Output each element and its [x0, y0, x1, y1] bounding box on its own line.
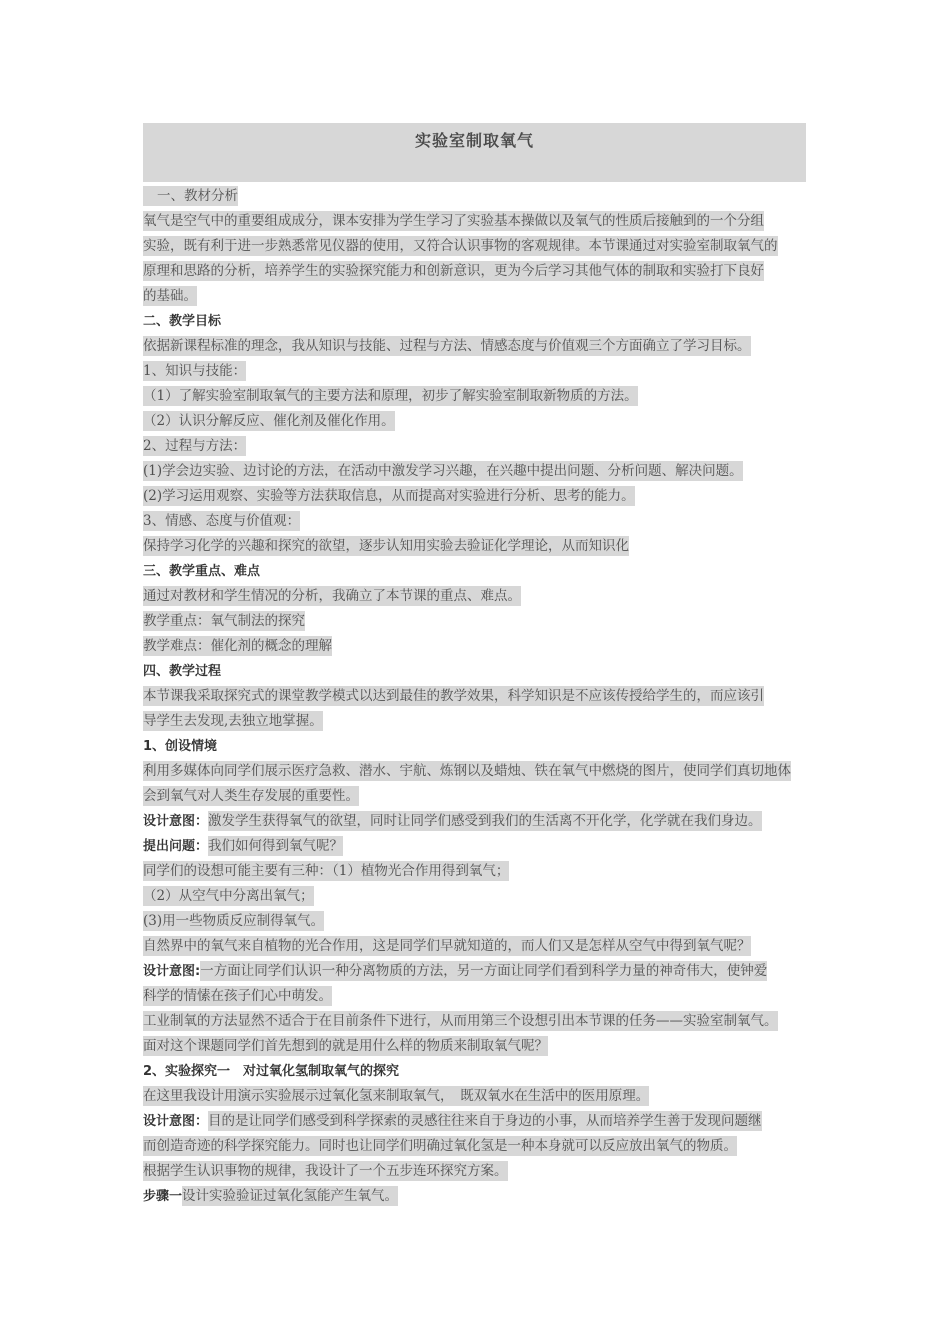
subsection-heading: 2、实验探究一 对过氧化氢制取氧气的探究 — [143, 1064, 400, 1079]
title-banner — [143, 123, 806, 182]
paragraph-line — [143, 1109, 823, 1134]
text-span: 2、过程与方法： — [143, 438, 247, 454]
text-span: 我们如何得到氧气呢？ — [208, 838, 344, 854]
paragraph-line — [143, 984, 823, 1009]
section-heading — [143, 184, 823, 209]
paragraph-line — [143, 859, 823, 884]
paragraph-line — [143, 909, 823, 934]
text-span: 根据学生认识事物的规律，我设计了一个五步连环探究方案。 — [143, 1163, 508, 1179]
text-span: 本节课我采取探究式的课堂教学模式以达到最佳的教学效果，科学知识是不应该传授给学生的，而应该引 — [143, 688, 764, 704]
paragraph-line — [143, 1009, 823, 1034]
paragraph-line — [143, 1184, 823, 1209]
paragraph-line — [143, 784, 823, 809]
paragraph-line — [143, 884, 823, 909]
section-heading: 三、教学重点、难点 — [143, 564, 261, 579]
paragraph-line — [143, 1084, 823, 1109]
paragraph-line — [143, 534, 823, 559]
paragraph-line — [143, 809, 823, 834]
text-span: （2）从空气中分离出氧气； — [143, 888, 314, 904]
paragraph-line — [143, 709, 823, 734]
text-span: 通过对教材和学生情况的分析，我确立了本节课的重点、难点。 — [143, 588, 521, 604]
paragraph-line — [143, 1034, 823, 1059]
paragraph-line — [143, 1134, 823, 1159]
text-span: 原理和思路的分析，培养学生的实验探究能力和创新意识，更为今后学习其他气体的制取和实验打下良好 — [143, 263, 764, 279]
subheading-line — [143, 434, 823, 459]
text-span: 教学难点：催化剂的概念的理解 — [143, 638, 332, 654]
text-span: 设计实验验证过氧化氢能产生氧气。 — [182, 1188, 399, 1204]
subheading-line — [143, 509, 823, 534]
paragraph-line — [143, 684, 823, 709]
page-title: 实验室制取氧气 — [414, 131, 534, 150]
text-span: 1、知识与技能： — [143, 363, 247, 379]
text-span: 依据新课程标准的理念，我从知识与技能、过程与方法、情感态度与价值观三个方面确立了学习目标。 — [143, 338, 751, 354]
paragraph-line — [143, 234, 823, 259]
subsection-heading: 1、创设情境 — [143, 739, 218, 754]
document-body — [143, 184, 823, 1209]
paragraph-line — [143, 484, 823, 509]
text-span: 的基础。 — [143, 288, 197, 304]
text-span: 科学的情愫在孩子们心中萌发。 — [143, 988, 332, 1004]
paragraph-line — [143, 759, 823, 784]
text-span: (3)用一些物质反应制得氧气。 — [143, 913, 325, 929]
paragraph-line — [143, 259, 823, 284]
section-heading: 四、教学过程 — [143, 664, 222, 679]
paragraph-line — [143, 384, 823, 409]
paragraph-line — [143, 284, 823, 309]
text-span: 会到氧气对人类生存发展的重要性。 — [143, 788, 359, 804]
section-heading: 二、教学目标 — [143, 314, 222, 329]
text-span: 利用多媒体向同学们展示医疗急救、潜水、宇航、炼钢以及蜡烛、铁在氧气中燃烧的图片，使同学们真切地体 — [143, 763, 791, 779]
label-span: 设计意图： — [143, 814, 209, 829]
paragraph-line — [143, 609, 823, 634]
text-span: 目的是让同学们感受到科学探索的灵感往往来自于身边的小事，从而培养学生善于发现问题继 — [208, 1113, 762, 1129]
paragraph-line — [143, 934, 823, 959]
label-span: 设计意图： — [143, 1114, 209, 1129]
text-span: 激发学生获得氧气的欲望，同时让同学们感受到我们的生活离不开化学，化学就在我们身边。 — [208, 813, 762, 829]
text-span: 保持学习化学的兴趣和探究的欲望，逐步认知用实验去验证化学理论，从而知识化 — [143, 538, 629, 554]
text-span: 自然界中的氧气来自植物的光合作用，这是同学们早就知道的，而人们又是怎样从空气中得到氧气呢？ — [143, 938, 751, 954]
text-span: 实验，既有利于进一步熟悉常见仪器的使用，又符合认识事物的客观规律。本节课通过对实验室制取氧气的 — [143, 238, 778, 254]
text-span: 一、教材分析 — [143, 186, 238, 206]
paragraph-line — [143, 584, 823, 609]
text-span: 在这里我设计用演示实验展示过氧化氢来制取氧气， 既双氧水在生活中的医用原理。 — [143, 1088, 650, 1104]
text-span: 氧气是空气中的重要组成成分，课本安排为学生学习了实验基本操做以及氧气的性质后接触到的一个分组 — [143, 213, 764, 229]
paragraph-line — [143, 834, 823, 859]
text-span: 而创造奇迹的科学探究能力。同时也让同学们明确过氧化氢是一种本身就可以反应放出氧气的物质。 — [143, 1138, 737, 1154]
subheading-line — [143, 359, 823, 384]
paragraph-line — [143, 634, 823, 659]
paragraph-line — [143, 1159, 823, 1184]
paragraph-line — [143, 209, 823, 234]
text-span: 教学重点：氧气制法的探究 — [143, 613, 305, 629]
label-span: 设计意图: — [143, 964, 201, 979]
paragraph-line — [143, 459, 823, 484]
text-span: (1)学会边实验、边讨论的方法，在活动中激发学习兴趣，在兴趣中提出问题、分析问题、解决问题。 — [143, 463, 743, 479]
text-span: 一方面让同学们认识一种分离物质的方法，另一方面让同学们看到科学力量的神奇伟大，使钟爱 — [200, 963, 768, 979]
text-span: 导学生去发现,去独立地掌握。 — [143, 713, 323, 729]
text-span: 同学们的设想可能主要有三种：（1）植物光合作用得到氧气； — [143, 863, 510, 879]
paragraph-line — [143, 409, 823, 434]
text-span: (2)学习运用观察、实验等方法获取信息，从而提高对实验进行分析、思考的能力。 — [143, 488, 635, 504]
label-span: 步骤一 — [143, 1189, 183, 1204]
label-span: 提出问题： — [143, 839, 209, 854]
paragraph-line — [143, 334, 823, 359]
text-span: 工业制氧的方法显然不适合于在目前条件下进行，从而用第三个设想引出本节课的任务——实验室制氧气。 — [143, 1013, 778, 1029]
paragraph-line — [143, 959, 823, 984]
text-span: 3、情感、态度与价值观： — [143, 513, 301, 529]
text-span: （1）了解实验室制取氧气的主要方法和原理，初步了解实验室制取新物质的方法。 — [143, 388, 638, 404]
text-span: 面对这个课题同学们首先想到的就是用什么样的物质来制取氧气呢？ — [143, 1038, 548, 1054]
text-span: （2）认识分解反应、催化剂及催化作用。 — [143, 413, 395, 429]
